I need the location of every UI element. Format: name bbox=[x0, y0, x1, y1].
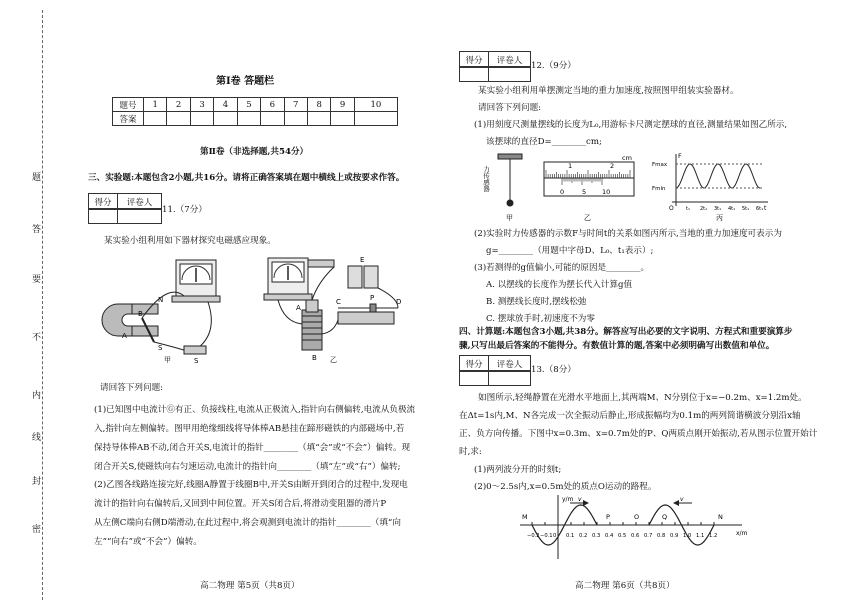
page-footer: 高二物理 第5页（共8页） bbox=[200, 581, 300, 591]
grader-label: 评卷人 bbox=[496, 55, 523, 66]
v-label: v bbox=[578, 496, 582, 503]
unit-cm: cm bbox=[622, 154, 632, 162]
label-jia: 甲 bbox=[506, 214, 513, 222]
margin-char: 密 bbox=[32, 525, 42, 535]
grader-label: 评卷人 bbox=[496, 359, 523, 370]
label-jia: 甲 bbox=[164, 356, 171, 364]
margin-char: 封 bbox=[32, 477, 42, 487]
x-tick-label: 0.9 bbox=[670, 533, 679, 539]
part3-header: 三、实验题:本题包含2小题,共16分。请将正确答案填在题中横线上或按要求作答。 bbox=[88, 173, 405, 183]
answer-cell[interactable] bbox=[284, 112, 307, 126]
score-label: 得分 bbox=[460, 52, 489, 67]
switch-icon bbox=[184, 346, 206, 354]
q12-intro: 某实验小组利用单摆测定当地的重力加速度,按照图甲组装实验器材。 bbox=[478, 86, 739, 96]
q13-text: 正、负方向传播。下图中x=0.3m、x=0.7m处的P、Q两质点刚开始振动,若从图示位置开始计 bbox=[459, 429, 818, 439]
score-label: 得分 bbox=[89, 194, 118, 209]
table-cell: 2 bbox=[167, 98, 190, 112]
x-tick-label: 0 bbox=[553, 533, 557, 539]
label-D: D bbox=[396, 298, 402, 306]
time-tick-label: 4t₁ bbox=[728, 206, 736, 212]
answer-cell[interactable] bbox=[167, 112, 190, 126]
table-cell: 5 bbox=[237, 98, 260, 112]
q11-1-line: 保持导体棒AB不动,闭合开关S,电流计的指针________（填“会”或“不会”）偏转。现 bbox=[94, 443, 411, 453]
label-A: A bbox=[296, 304, 301, 312]
label-S: S bbox=[158, 344, 163, 352]
q12-2-line: (2)实验时力传感器的示数F与时间t的关系如图丙所示,当地的重力加速度可表示为 bbox=[474, 229, 782, 239]
x-tick-label: −0.1 bbox=[540, 533, 553, 539]
wave-figure bbox=[516, 493, 756, 569]
time-tick-label: 5t₁ bbox=[742, 206, 750, 212]
score-fill-box[interactable] bbox=[459, 66, 531, 82]
part4-header: 骤,只写出最后答案的不能得分。有数值计算的题,答案中必须明确写出数值和单位。 bbox=[459, 341, 775, 351]
q11-intro: 某实验小组利用如下器材探究电磁感应现象。 bbox=[104, 236, 276, 246]
table-cell: 10 bbox=[354, 98, 397, 112]
time-tick-label: 6t₁ bbox=[756, 206, 764, 212]
grader-cell[interactable] bbox=[489, 67, 530, 81]
q12-2-line: g=________（用题中字母D、L₀、t₁表示）; bbox=[486, 246, 654, 256]
grader-cell[interactable] bbox=[489, 371, 530, 385]
label-yi: 乙 bbox=[330, 356, 337, 364]
label-Fmax: Fmax bbox=[652, 162, 668, 168]
score-cell[interactable] bbox=[460, 371, 489, 385]
point-N: N bbox=[718, 513, 723, 521]
label-E: E bbox=[360, 256, 365, 264]
x-tick-label: 0.2 bbox=[579, 533, 588, 539]
answer-cell[interactable] bbox=[261, 112, 284, 126]
table-cell: 1 bbox=[144, 98, 167, 112]
switch-icon bbox=[308, 260, 334, 267]
rheostat-icon bbox=[338, 304, 398, 324]
q12-1-line: (1)用刻度尺测量摆线的长度为L₀,用游标卡尺测定摆球的直径,测量结果如图乙所示, bbox=[474, 120, 788, 130]
answer-cell[interactable] bbox=[331, 112, 354, 126]
galvanometer-icon bbox=[172, 260, 220, 302]
q11-1-line: 入,指针向左侧偏转。图甲用绝缘细线将导体棒AB悬挂在蹄形磁铁的内部磁场中,若 bbox=[94, 424, 405, 434]
vernier-0: 0 bbox=[560, 188, 565, 196]
pendulum-bob-icon bbox=[507, 200, 514, 207]
q13-2: (2)0～2.5s内,x=0.5m处的质点O运动的路程。 bbox=[474, 482, 657, 492]
table-cell: 6 bbox=[261, 98, 284, 112]
q13-1: (1)两列波分开的时刻t; bbox=[474, 465, 562, 475]
option-c: C. 摆球放手时,初速度不为零 bbox=[486, 314, 595, 324]
q11-figure bbox=[98, 252, 430, 364]
q12-figure bbox=[472, 150, 772, 226]
q12-label: 12.（9分） bbox=[531, 61, 576, 71]
table-row-head: 答案 bbox=[113, 112, 144, 126]
label-A: A bbox=[122, 332, 127, 340]
origin-O: O bbox=[669, 205, 674, 212]
prompt: 请回答下列问题: bbox=[100, 383, 164, 393]
q13-text: 在Δt=1s内,M、N各完成一次全振动后静止,形成振幅均为0.1m的两列简谐横波分别沿x轴 bbox=[459, 411, 801, 421]
answer-cell[interactable] bbox=[144, 112, 167, 126]
label-S2: S bbox=[194, 357, 199, 364]
table-cell: 8 bbox=[307, 98, 330, 112]
battery-icon bbox=[348, 266, 378, 288]
q11-2-line: (2)乙图各线路连接完好,线圈A静置于线圈B中,开关S由断开到闭合的过程中,发现电 bbox=[94, 480, 408, 490]
x-tick-label: 0.6 bbox=[631, 533, 640, 539]
label-Fmin: Fmin bbox=[652, 186, 666, 192]
galvanometer-icon bbox=[264, 258, 312, 300]
part4-header: 四、计算题:本题包含3小题,共38分。解答应写出必要的文字说明、方程式和重要演算步 bbox=[459, 327, 793, 337]
option-a: A. 以摆线的长度作为摆长代入计算g值 bbox=[486, 280, 633, 290]
x-tick-label: 0.5 bbox=[618, 533, 627, 539]
q12-1-line: 该摆球的直径D=________cm; bbox=[486, 137, 602, 147]
point-M: M bbox=[522, 513, 528, 521]
q11-1-line: 闭合开关S,使磁铁向右匀速运动,电流计的指针向________（填“左”或“右”）偏转; bbox=[94, 462, 401, 472]
answer-cell[interactable] bbox=[237, 112, 260, 126]
x-tick-label: 1.0 bbox=[683, 533, 692, 539]
time-tick-label: 3t₁ bbox=[714, 206, 722, 212]
label-N: N bbox=[158, 296, 164, 304]
label-B: B bbox=[312, 354, 317, 362]
answer-cell[interactable] bbox=[307, 112, 330, 126]
answer-cell[interactable] bbox=[354, 112, 397, 126]
label-P: P bbox=[370, 294, 375, 302]
section1-title: 第Ⅰ卷 答题栏 bbox=[216, 76, 275, 87]
time-tick-label: 2t₁ bbox=[700, 206, 708, 212]
table-cell: 9 bbox=[331, 98, 354, 112]
vernier-5: 5 bbox=[582, 188, 587, 196]
score-label: 得分 bbox=[460, 356, 489, 371]
table-cell: 7 bbox=[284, 98, 307, 112]
x-tick-label: 0.1 bbox=[566, 533, 575, 539]
q13-label: 13.（8分） bbox=[531, 365, 576, 375]
q11-2-line: 左”“向右”或“不会”）偏转。 bbox=[94, 537, 202, 547]
answer-table bbox=[112, 97, 398, 126]
q13-text: 如图所示,轻绳静置在光滑水平地面上,其两端M、N分别位于x=−0.2m、x=1.2m处。 bbox=[478, 393, 807, 403]
q13-text: 时,求: bbox=[459, 447, 482, 457]
margin-char: 要 bbox=[32, 275, 42, 285]
table-cell: 3 bbox=[190, 98, 213, 112]
label-C: C bbox=[336, 298, 341, 306]
x-tick-label: −0.2 bbox=[527, 533, 540, 539]
v-label: v bbox=[680, 496, 684, 503]
point-Q: Q bbox=[662, 513, 668, 521]
answer-cell[interactable] bbox=[214, 112, 237, 126]
point-P: P bbox=[606, 513, 610, 521]
vernier-10: 10 bbox=[602, 188, 611, 196]
margin-char: 答 bbox=[32, 225, 42, 235]
label-yi: 乙 bbox=[584, 214, 591, 222]
section2-title: 第Ⅱ卷（非选择题,共54分） bbox=[200, 147, 309, 157]
x-axis-label: x/m bbox=[736, 530, 748, 537]
x-tick-label: 0.3 bbox=[592, 533, 601, 539]
label-B: B bbox=[138, 310, 143, 318]
margin-char: 题 bbox=[32, 173, 42, 183]
grader-cell[interactable] bbox=[118, 209, 161, 223]
table-cell: 4 bbox=[214, 98, 237, 112]
q12-3-line: (3)若测得的g值偏小,可能的原因是________。 bbox=[474, 263, 650, 273]
margin-char: 不 bbox=[32, 333, 42, 343]
score-cell[interactable] bbox=[89, 209, 118, 223]
coil-icon bbox=[302, 300, 322, 350]
margin-char: 内 bbox=[32, 391, 42, 401]
main-scale-1: 1 bbox=[568, 162, 573, 170]
binding-line bbox=[42, 10, 43, 600]
time-tick-label: t₁ bbox=[686, 206, 690, 212]
q11-1-line: (1)已知图中电流计Ⓖ有正、负接线柱,电流从正极流入,指针向右侧偏转,电流从负极流 bbox=[94, 405, 416, 415]
vernier-caliper-icon bbox=[544, 162, 634, 196]
y-axis-label: y/m bbox=[562, 496, 574, 503]
score-fill-box[interactable] bbox=[88, 208, 162, 224]
margin-char: 线 bbox=[32, 433, 42, 443]
x-tick-label: 0.8 bbox=[657, 533, 666, 539]
x-tick-label: 1.1 bbox=[696, 533, 705, 539]
label-bing: 丙 bbox=[716, 214, 723, 222]
x-tick-label: 0.7 bbox=[644, 533, 653, 539]
score-cell[interactable] bbox=[460, 67, 489, 81]
q11-2-line: 流计的指针向右偏转后,又回到中间位置。开关S闭合后,将滑动变阻器的滑片P bbox=[94, 499, 387, 509]
q11-2-line: 从左侧C端向右侧D端滑动,在此过程中,将会观测到电流计的指针________（填“向 bbox=[94, 518, 401, 528]
prompt: 请回答下列问题: bbox=[478, 103, 542, 113]
score-fill-box[interactable] bbox=[459, 370, 531, 386]
axis-t: t bbox=[764, 205, 767, 212]
sensor-label: 力传感器 bbox=[482, 166, 490, 192]
q11-label: 11.（7分） bbox=[162, 205, 207, 215]
axis-F: F bbox=[678, 152, 682, 160]
answer-cell[interactable] bbox=[190, 112, 213, 126]
force-time-graph bbox=[672, 154, 768, 206]
x-tick-label: 0.4 bbox=[605, 533, 614, 539]
table-row-head: 题号 bbox=[113, 98, 144, 112]
grader-label: 评卷人 bbox=[126, 197, 153, 208]
main-scale-2: 2 bbox=[610, 162, 615, 170]
option-b: B. 测摆线长度时,摆线松弛 bbox=[486, 297, 587, 307]
point-O: O bbox=[634, 513, 640, 521]
x-tick-label: 1.2 bbox=[709, 533, 718, 539]
page-footer: 高二物理 第6页（共8页） bbox=[575, 581, 675, 591]
